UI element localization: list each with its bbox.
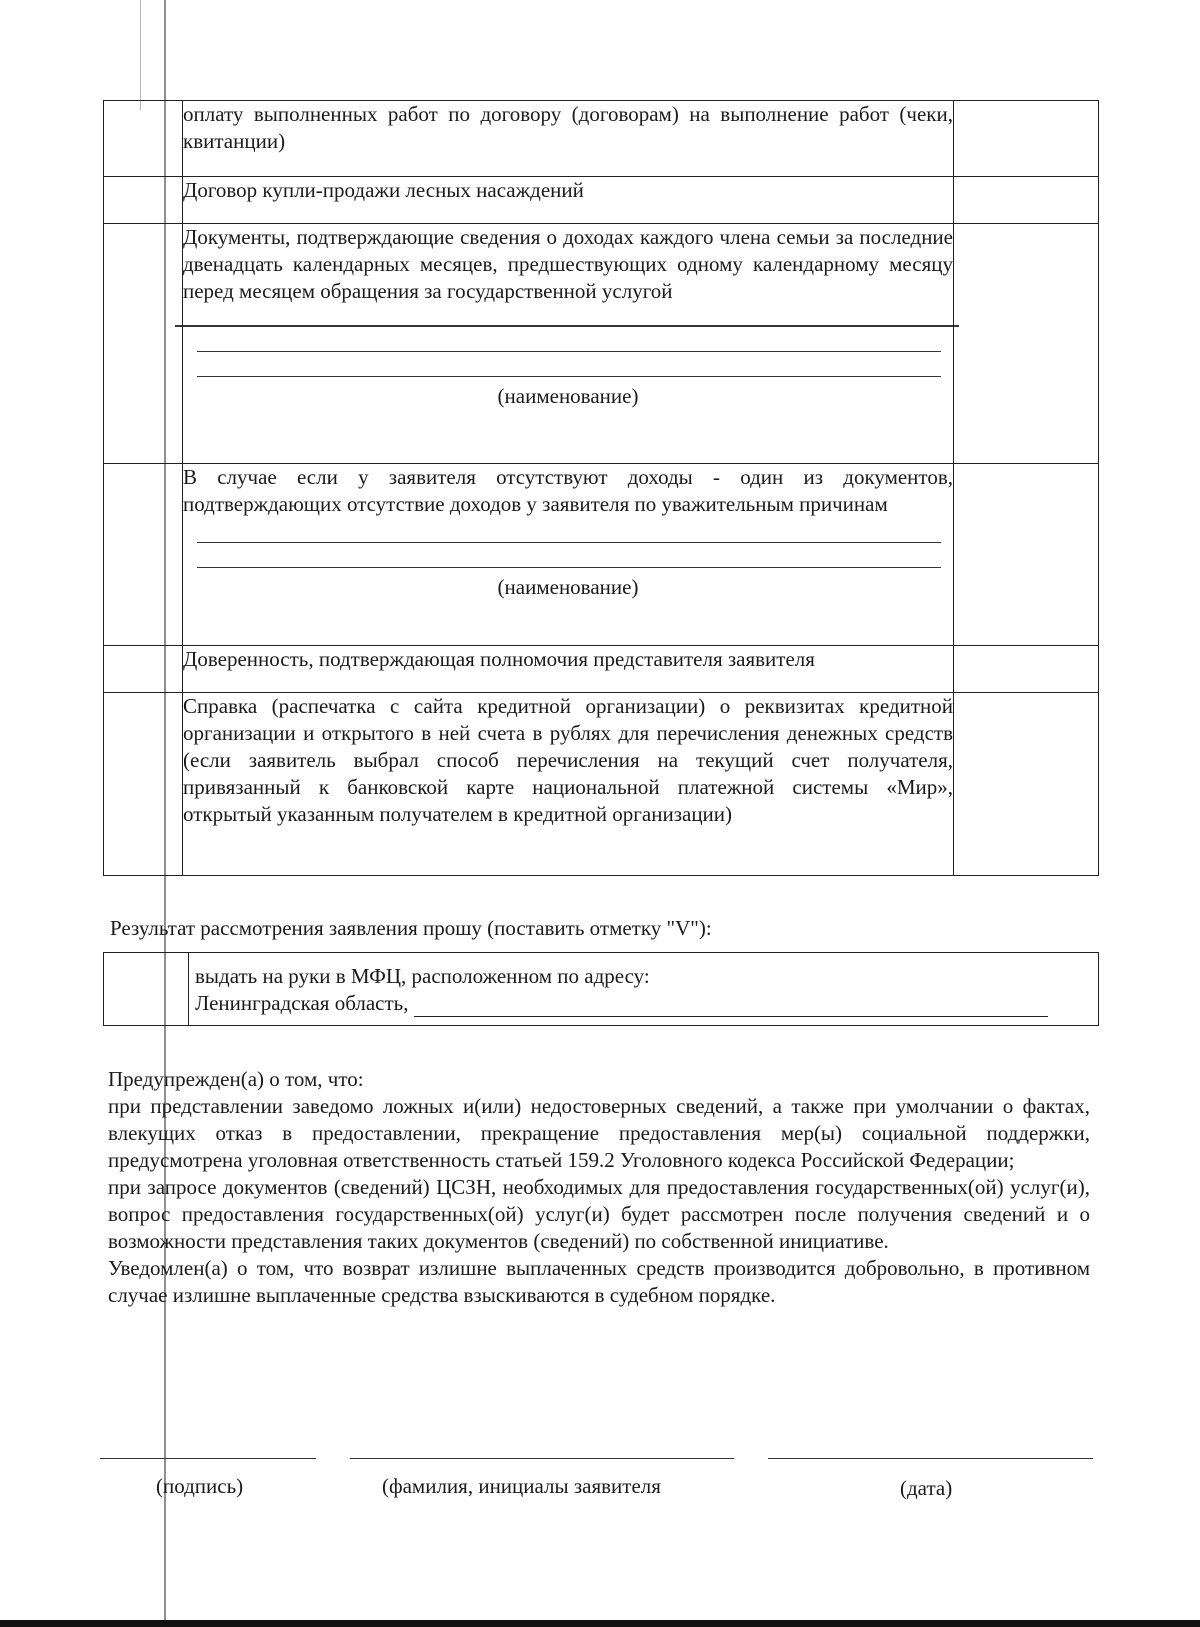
row-number-cell [104, 646, 183, 693]
signature-line[interactable] [100, 1458, 316, 1459]
name-line[interactable] [350, 1458, 734, 1459]
scan-edge [0, 1620, 1200, 1627]
checkbox-cell[interactable] [954, 693, 1099, 876]
address-input-line[interactable] [414, 996, 1048, 1017]
table-row [104, 464, 1099, 646]
field-caption: (наименование) [497, 575, 639, 599]
document-name: Договор купли-продажи лесных насаждений [183, 178, 584, 202]
document-name: оплату выполненных работ по договору (договорам) на выполнение работ (чеки, квитанции) [183, 102, 953, 153]
document-name: Справка (распечатка с сайта кредитной организации) о реквизитах кредитной организации и открытого в ней счета в рублях для перечисления денежных средств (если заявитель выбрал способ перечисления на текущий счет получателя, привязанный к банковской карте национальной платежной системы «Мир», открытый указанным получателем в кредитной организации) [183, 694, 953, 826]
warning-paragraph: при запросе документов (сведений) ЦСЗН, необходимых для предоставления государственных(ой) услуг(и), вопрос предоставления государственных(ой) услуг(и) будет рассмотрен после получения сведений и о возможности представления таких документов (сведений) по собственной инициативе. [108, 1175, 1090, 1253]
fill-in-line[interactable] [197, 518, 941, 543]
signature-label: (подпись) [156, 1474, 244, 1498]
table-row [104, 953, 1099, 1026]
table-row [104, 224, 1099, 464]
result-checkbox[interactable] [104, 953, 189, 1026]
document-name: Документы, подтверждающие сведения о доходах каждого члена семьи за последние двенадцать календарных месяцев, предшествующих одному календарному месяцу перед месяцем обращения за государственной услугой [183, 225, 953, 303]
checkbox-cell[interactable] [954, 464, 1099, 646]
row-number-cell [104, 177, 183, 224]
table-row [104, 693, 1099, 876]
warning-paragraph: Уведомлен(а) о том, что возврат излишне выплаченных средств производится добровольно, в противном случае излишне выплаченные средства взыскиваются в судебном порядке. [108, 1256, 1090, 1307]
result-title: Результат рассмотрения заявления прошу (поставить отметку "V"): [110, 916, 712, 940]
document-name: В случае если у заявителя отсутствуют доходы - один из документов, подтверждающих отсутствие доходов у заявителя по уважительным причинам [183, 465, 953, 516]
checkbox-cell[interactable] [954, 177, 1099, 224]
date-line[interactable] [768, 1458, 1093, 1459]
checkbox-cell[interactable] [954, 224, 1099, 464]
result-address-row [195, 990, 1090, 1017]
table-row [104, 177, 1099, 224]
row-number-cell [104, 693, 183, 876]
document-name-cell [183, 101, 954, 177]
region-label: Ленинградская область, [195, 991, 409, 1015]
table-row [104, 646, 1099, 693]
fill-in-line[interactable] [197, 543, 941, 568]
name-label: (фамилия, инициалы заявителя [382, 1474, 661, 1498]
document-name-cell [183, 693, 954, 876]
document-name-cell [183, 224, 954, 464]
field-caption: (наименование) [497, 384, 639, 408]
row-number-cell [104, 224, 183, 464]
documents-table [103, 100, 1099, 876]
warning-paragraph: при представлении заведомо ложных и(или) недостоверных сведений, а также при умолчании о фактах, влекущих отказ в предоставлении, прекращение предоставления мер(ы) социальной поддержки, предусмотрена уголовная ответственность статьей 159.2 Уголовного кодекса Российской Федерации; [108, 1094, 1090, 1172]
document-name-cell [183, 646, 954, 693]
table-row [104, 101, 1099, 177]
result-option-cell [189, 953, 1099, 1026]
document-name: Доверенность, подтверждающая полномочия представителя заявителя [183, 647, 815, 671]
date-label: (дата) [900, 1476, 953, 1500]
row-number-cell [104, 101, 183, 177]
fill-in-line[interactable] [175, 305, 959, 327]
result-option-label: выдать на руки в МФЦ, расположенном по адресу: [195, 964, 650, 988]
document-name-cell [183, 177, 954, 224]
checkbox-cell[interactable] [954, 101, 1099, 177]
row-number-cell [104, 464, 183, 646]
document-name-cell [183, 464, 954, 646]
checkbox-cell[interactable] [954, 646, 1099, 693]
scan-artifact-line [140, 0, 141, 110]
fill-in-line[interactable] [197, 352, 941, 377]
warning-intro: Предупрежден(а) о том, что: [108, 1067, 364, 1091]
fill-in-line[interactable] [197, 327, 941, 352]
result-option-table [103, 952, 1099, 1026]
warning-block [108, 1066, 1090, 1309]
